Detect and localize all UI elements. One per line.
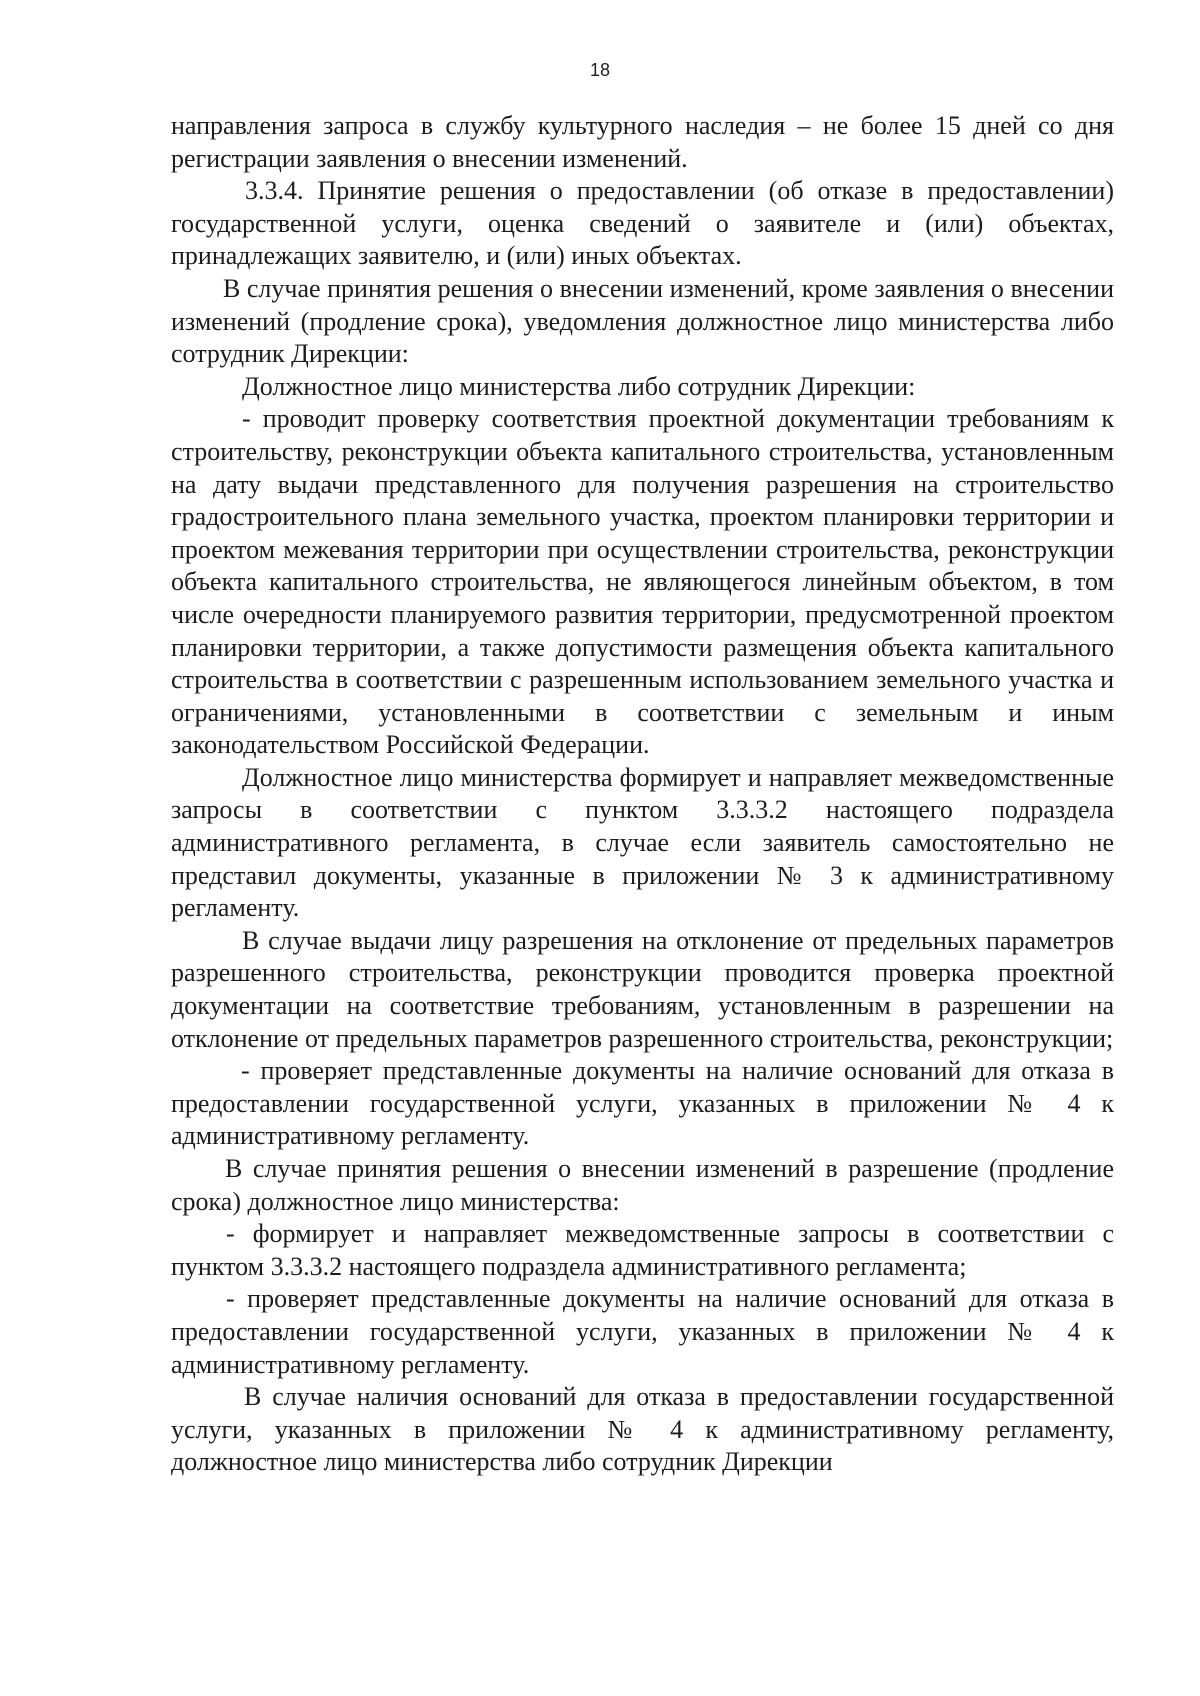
page-number: 18 [589,60,611,80]
paragraph: В случае выдачи лицу разрешения на отклонение от предельных параметров разрешенного строительства, реконструкции проводится проверка проектной документации на соответствие требованиям, установленным в разрешении на отклонение от предельных параметров разрешенного строительства, реконструкции; [171,925,1114,1053]
paragraph: Должностное лицо министерства либо сотрудник Дирекции: [242,371,916,401]
list-item: - проверяет представленные документы на наличие оснований для отказа в предоставлении государственной услуги, указанных в приложении № 4 к административному регламенту. [171,1056,1114,1151]
list-item: - формирует и направляет межведомственные запросы в соответствии с пунктом 3.3.3.2 настоящего подраздела административного регламента; [171,1219,1114,1281]
paragraph: В случае принятия решения о внесении изменений, кроме заявления о внесении изменений (продление срока), уведомления должностное лицо министерства либо сотрудник Дирекции: [171,273,1114,369]
paragraph: В случае наличия оснований для отказа в предоставлении государственной услуги, указанных в приложении № 4 к административному регламенту, должностное лицо министерства либо сотрудник Дирекции [171,1382,1114,1477]
list-item: - проверяет представленные документы на наличие оснований для отказа в предоставлении государственной услуги, указанных в приложении № 4 к административному регламенту. [171,1284,1114,1379]
paragraph: В случае принятия решения о внесении изменений в разрешение (продление срока) должностное лицо министерства: [171,1154,1114,1216]
list-item: - проводит проверку соответствия проектной документации требованиям к строительству, реконструкции объекта капитального строительства, установленным на дату выдачи представленного для получения разрешения на строительство градостроительного плана земельного участка, проектом планировки территории и проектом межевания территории при осуществлении строительства, реконструкции объекта капитального строительства, не являющегося линейным объектом, в том числе очередности планируемого развития территории, предусмотренной проектом планировки территории, а также допустимости размещения объекта капитального строительства в соответствии с разрешенным использованием земельного участка и ограничениями, установленными в соответствии с земельным и иным законодательством Российской Федерации. [171,404,1114,760]
paragraph: Должностное лицо министерства формирует и направляет межведомственные запросы в соответствии с пунктом 3.3.3.2 настоящего подраздела административного регламента, в случае если заявитель самостоятельно не представил документы, указанные в приложении № 3 к административному регламенту. [171,762,1114,923]
document-body [171,110,1114,1479]
section-heading: 3.3.4. Принятие решения о предоставлении (об отказе в предоставлении) государственной услуги, оценка сведений о заявителе и (или) объектах, принадлежащих заявителю, и (или) иных объектах. [171,176,1114,271]
paragraph: направления запроса в службу культурного наследия – не более 15 дней со дня регистрации заявления о внесении изменений. [171,111,1114,173]
